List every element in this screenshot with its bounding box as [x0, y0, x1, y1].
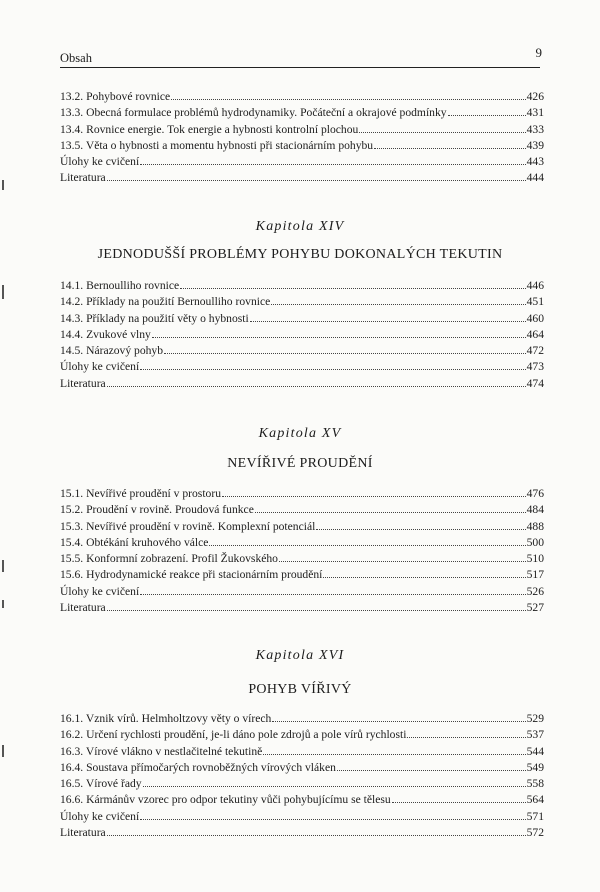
toc-entry [60, 105, 544, 121]
toc-entry-title: 14.3. Příklady na použití věty o hybnosti [60, 311, 249, 325]
toc-entry [60, 170, 544, 186]
toc-entry-page: 549 [526, 760, 544, 774]
toc-entry-title: 15.5. Konformní zobrazení. Profil Žukovského [60, 552, 278, 566]
toc-entry-title: 13.4. Rovnice energie. Tok energie a hybnosti kontrolní plochou [60, 122, 359, 136]
toc-entry-title: 14.1. Bernoulliho rovnice [60, 279, 180, 292]
header-page-number: 9 [535, 45, 542, 60]
toc-entry-title: 14.2. Příklady na použití Bernoulliho rovnice [60, 295, 271, 309]
toc-entry-title: 15.1. Nevířivé proudění v prostoru [60, 487, 221, 500]
toc-entry [60, 809, 544, 825]
dot-leader [140, 809, 525, 820]
toc-entry-page: 488 [526, 519, 544, 533]
toc-entry [60, 359, 544, 375]
toc-entry [60, 343, 544, 359]
chapter-label: Kapitola XV [258, 426, 342, 441]
toc-entry-page: 431 [526, 106, 544, 120]
toc-entry-page: 443 [526, 155, 544, 169]
toc-entry-page: 517 [526, 568, 544, 582]
dot-leader [272, 711, 525, 722]
toc-chapter-16 [60, 711, 544, 841]
toc-chapter-14 [60, 278, 544, 392]
dot-leader [255, 502, 526, 513]
toc-entry-page: 473 [526, 360, 544, 374]
toc-entry [60, 535, 544, 551]
toc-entry-title: 14.4. Zvukové vlny [60, 327, 151, 341]
toc-entry-page: 564 [526, 793, 544, 807]
toc-entry-title: Úlohy ke cvičení [60, 809, 140, 823]
dot-leader [171, 89, 525, 100]
toc-entry [60, 294, 544, 310]
chapter-label: Kapitola XIV [255, 219, 345, 234]
dot-leader [143, 776, 526, 787]
toc-entry [60, 138, 544, 154]
toc-entry [60, 154, 544, 170]
toc-entry-page: 464 [526, 327, 544, 341]
toc-entry-page: 537 [526, 728, 544, 742]
chapter-title: NEVÍŘIVÉ PROUDĚNÍ [227, 456, 373, 471]
toc-entry-title: 13.3. Obecná formulace problémů hydrodynamiky. Počáteční a okrajové podmínky [60, 106, 447, 120]
toc-entry-title: Úlohy ke cvičení [60, 360, 140, 374]
dot-leader [107, 170, 526, 181]
toc-entry-title: Literatura [60, 171, 106, 185]
dot-leader [140, 154, 525, 165]
toc-entry [60, 567, 544, 583]
toc-entry [60, 776, 544, 792]
dot-leader [316, 519, 525, 530]
toc-entry [60, 89, 544, 105]
chapter-title: JEDNODUŠŠÍ PROBLÉMY POHYBU DOKONALÝCH TEKUTIN [97, 247, 503, 262]
toc-entry-title: 15.4. Obtékání kruhového válce [60, 535, 209, 549]
dot-leader [107, 376, 526, 387]
toc-entry [60, 760, 544, 776]
toc-entry [60, 122, 544, 138]
dot-leader [271, 294, 525, 305]
dot-leader [222, 486, 526, 497]
dot-leader [140, 359, 525, 370]
toc-entry-page: 544 [526, 744, 544, 758]
dot-leader [448, 105, 526, 116]
toc-entry-page: 444 [526, 171, 544, 185]
toc-entry-title: Úlohy ke cvičení [60, 155, 140, 169]
toc-entry [60, 519, 544, 535]
toc-entry-title: 16.5. Vírové řady [60, 777, 142, 791]
toc-entry-page: 472 [526, 344, 544, 358]
chapter-title: POHYB VÍŘIVÝ [248, 682, 352, 697]
toc-entry-page: 451 [526, 295, 544, 309]
margin-mark [2, 560, 4, 572]
toc-entry-page: 460 [526, 311, 544, 325]
toc-entry [60, 600, 544, 616]
dot-leader [392, 792, 526, 803]
toc-entry-title: 14.5. Nárazový pohyb [60, 344, 164, 358]
toc-entry-title: 16.2. Určení rychlosti proudění, je-li dáno pole zdrojů a pole vírů rychlosti [60, 728, 407, 742]
dot-leader [279, 551, 526, 562]
toc-entry [60, 744, 544, 760]
dot-leader [374, 138, 526, 149]
margin-mark [2, 745, 4, 757]
chapter-label: Kapitola XVI [255, 648, 345, 663]
toc-entry [60, 311, 544, 327]
toc-entry-title: 15.3. Nevířivé proudění v rovině. Komplexní potenciál [60, 519, 316, 533]
dot-leader [180, 278, 525, 289]
toc-entry-title: Literatura [60, 376, 106, 390]
toc-entry-page: 500 [526, 535, 544, 549]
toc-entry-page: 572 [526, 826, 544, 840]
toc-entry [60, 727, 544, 743]
toc-entry-page: 527 [526, 601, 544, 615]
toc-entry [60, 825, 544, 841]
toc-entry-page: 476 [526, 487, 544, 500]
toc-entry-page: 484 [526, 503, 544, 517]
toc-entry-title: 16.1. Vznik vírů. Helmholtzovy věty o vírech [60, 712, 272, 725]
toc-entry-title: 16.3. Vírové vlákno v nestlačitelné tekutině [60, 744, 263, 758]
dot-leader [250, 311, 526, 322]
toc-entry-page: 439 [526, 138, 544, 152]
margin-mark [2, 285, 4, 299]
toc-entry [60, 376, 544, 392]
header-section-name: Obsah [60, 51, 92, 65]
dot-leader [323, 567, 525, 578]
dot-leader [337, 760, 526, 771]
dot-leader [407, 727, 525, 738]
toc-entry [60, 486, 544, 502]
dot-leader [209, 535, 525, 546]
toc-entry-page: 571 [526, 809, 544, 823]
toc-entry-page: 526 [526, 584, 544, 598]
margin-mark [2, 180, 4, 190]
toc-entry-title: Literatura [60, 826, 106, 840]
toc-entry-title: Úlohy ke cvičení [60, 584, 140, 598]
dot-leader [263, 744, 525, 755]
toc-entry-title: 13.2. Pohybové rovnice [60, 90, 171, 103]
toc-entry-page: 426 [526, 90, 544, 103]
dot-leader [140, 584, 525, 595]
dot-leader [107, 825, 526, 836]
toc-entry [60, 502, 544, 518]
toc-entry-title: 16.4. Soustava přímočarých rovnoběžných vírových vláken [60, 760, 336, 774]
dot-leader [152, 327, 526, 338]
toc-entry-page: 446 [526, 279, 544, 292]
toc-entry-page: 529 [526, 712, 544, 725]
toc-entry [60, 327, 544, 343]
toc-entry [60, 551, 544, 567]
margin-mark [2, 600, 4, 608]
toc-entry [60, 584, 544, 600]
dot-leader [359, 122, 525, 133]
running-header [60, 45, 542, 68]
toc-chapter-15 [60, 486, 544, 616]
toc-entry-title: 15.6. Hydrodynamické reakce při stacionárním proudění [60, 568, 323, 582]
toc-entry-page: 474 [526, 376, 544, 390]
toc-entry-title: 13.5. Věta o hybnosti a momentu hybnosti při stacionárním pohybu [60, 138, 374, 152]
toc-entry [60, 711, 544, 727]
toc-entry [60, 792, 544, 808]
toc-entry-title: 15.2. Proudění v rovině. Proudová funkce [60, 503, 254, 517]
toc-entry-page: 510 [526, 552, 544, 566]
dot-leader [107, 600, 526, 611]
toc-entry-title: 16.6. Kármánův vzorec pro odpor tekutiny vůči pohybujícímu se tělesu [60, 793, 391, 807]
toc-entry-page: 558 [526, 777, 544, 791]
toc-entry-page: 433 [526, 122, 544, 136]
dot-leader [164, 343, 526, 354]
toc-entry [60, 278, 544, 294]
toc-section-13 [60, 89, 544, 187]
toc-entry-title: Literatura [60, 601, 106, 615]
